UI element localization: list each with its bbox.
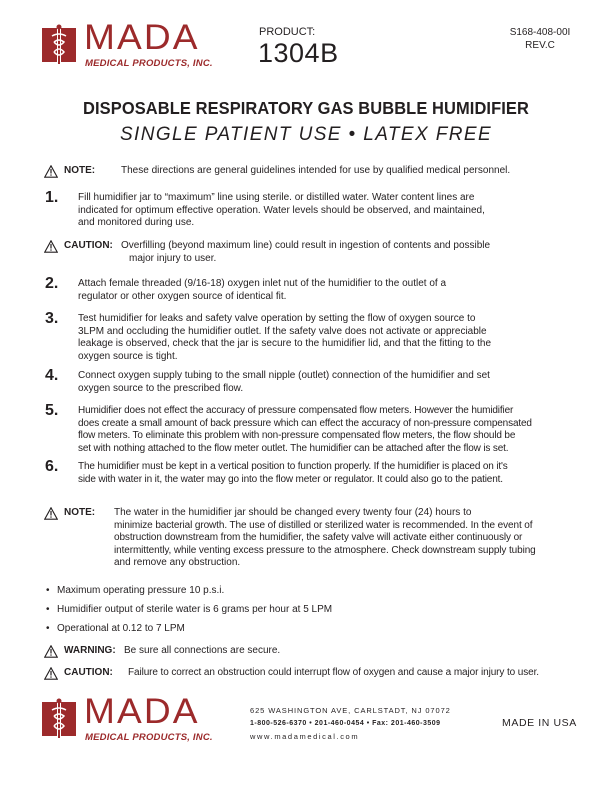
step-line: Fill humidifier jar to “maximum” line using sterile. or distilled water. Water content lines are bbox=[78, 192, 475, 203]
step-line: side with water in it, the water may go into the flow meter or regulator. It could also go to the patient. bbox=[78, 473, 503, 485]
caution-line: Overfilling (beyond maximum line) could result in ingestion of contents and possible bbox=[121, 240, 491, 251]
step-line: regulator or other oxygen source of identical fit. bbox=[78, 290, 287, 302]
brand-tagline: MEDICAL PRODUCTS, INC. bbox=[85, 732, 213, 743]
warning-connections bbox=[44, 645, 584, 659]
caution-label: CAUTION: bbox=[64, 240, 113, 251]
step-line: set with nothing attached to the flow meter outlet. The humidifier can be attached after the flow is set. bbox=[78, 442, 509, 454]
note-line: The water in the humidifier jar should be changed every twenty four (24) hours to bbox=[114, 507, 472, 518]
list-item: • Operational at 0.12 to 7 LPM bbox=[46, 623, 332, 642]
warning-triangle-icon bbox=[44, 667, 58, 680]
page-title: DISPOSABLE RESPIRATORY GAS BUBBLE HUMIDIFIER bbox=[83, 98, 529, 118]
note-general bbox=[44, 165, 584, 179]
company-logo bbox=[42, 18, 213, 74]
brand-name: MADA bbox=[84, 692, 200, 731]
caution-label: CAUTION: bbox=[64, 667, 113, 678]
note-label: NOTE: bbox=[64, 165, 96, 176]
caution-text: Failure to correct an obstruction could interrupt flow of oxygen and cause a major injury to user. bbox=[128, 667, 539, 678]
note-line: minimize bacterial growth. The use of distilled or sterilized water is recommended. In the event of bbox=[114, 519, 533, 531]
made-in-label: MADE IN USA bbox=[502, 717, 577, 729]
page-subtitle: SINGLE PATIENT USE • LATEX FREE bbox=[119, 124, 493, 145]
step-text bbox=[78, 370, 578, 395]
list-item: • Humidifier output of sterile water is 6 grams per hour at 5 LPM bbox=[46, 604, 332, 623]
note-water-change bbox=[44, 507, 584, 573]
note-text: These directions are general guidelines intended for use by qualified medical personnel. bbox=[121, 165, 511, 176]
step-line: does create a small amount of back pressure which can effect the accuracy of non-pressure compensated bbox=[78, 417, 532, 429]
caution-line: major injury to user. bbox=[129, 252, 217, 264]
step-line: indicated for optimum effective operation. Water levels should be observed, and maintained, bbox=[78, 204, 485, 216]
brand-tagline: MEDICAL PRODUCTS, INC. bbox=[85, 58, 213, 69]
note-line: and remove any obstruction. bbox=[114, 557, 241, 568]
warning-triangle-icon bbox=[44, 645, 58, 658]
note-text bbox=[114, 507, 584, 570]
step-line: flow meters. To eliminate this problem with non-pressure compensated flow meters, the flow should be bbox=[78, 430, 516, 441]
step-text bbox=[78, 461, 578, 486]
step-line: Attach female threaded (9/16-18) oxygen inlet nut of the humidifier to the outlet of a bbox=[78, 278, 447, 289]
step-text bbox=[78, 278, 578, 303]
step-line: The humidifier must be kept in a vertical position to function properly. If the humidifier is placed on it's bbox=[78, 461, 508, 472]
step-line: oxygen source is tight. bbox=[78, 350, 178, 362]
step-number: 3. bbox=[45, 310, 59, 327]
step-text bbox=[78, 405, 578, 455]
warning-triangle-icon bbox=[44, 507, 58, 520]
specs-list bbox=[46, 585, 332, 642]
footer-contact bbox=[250, 704, 451, 743]
list-item: • Maximum operating pressure 10 p.s.i. bbox=[46, 585, 332, 604]
caution-text bbox=[121, 240, 581, 265]
note-label: NOTE: bbox=[64, 507, 96, 518]
product-code: 1304B bbox=[258, 38, 339, 68]
step-number: 4. bbox=[45, 367, 59, 384]
footer-logo bbox=[42, 692, 213, 748]
document-number-block bbox=[500, 26, 580, 52]
document-number: S168-408-00I bbox=[509, 27, 571, 38]
step-line: and monitored during use. bbox=[78, 217, 195, 228]
step-number: 1. bbox=[45, 189, 59, 206]
product-label: PRODUCT: bbox=[259, 26, 316, 38]
warning-text: Be sure all connections are secure. bbox=[124, 645, 281, 656]
step-line: leakage is observed, check that the jar is secure to the humidifier lid, and that the fitting to the bbox=[78, 338, 492, 349]
step-text bbox=[78, 192, 578, 230]
warning-label: WARNING: bbox=[64, 645, 116, 656]
step-line: oxygen source to the prescribed flow. bbox=[78, 382, 244, 394]
step-line: Connect oxygen supply tubing to the small nipple (outlet) connection of the humidifier and set bbox=[78, 370, 490, 381]
warning-triangle-icon bbox=[44, 165, 58, 178]
caduceus-icon bbox=[42, 24, 76, 64]
step-line: Humidifier does not effect the accuracy of pressure compensated flow meters. However the humidifier bbox=[78, 405, 514, 416]
step-number: 6. bbox=[45, 458, 59, 475]
caduceus-icon bbox=[42, 698, 76, 738]
caution-obstruction bbox=[44, 667, 584, 681]
footer-address: 625 WASHINGTON AVE, CARLSTADT, NJ 07072 bbox=[250, 706, 451, 715]
document-revision: REV.C bbox=[525, 40, 555, 51]
note-line: intermittently, while venting excess pressure to the atmosphere. Check downstream supply tubing bbox=[114, 544, 536, 556]
step-line: Test humidifier for leaks and safety valve operation by setting the flow of oxygen source to bbox=[78, 313, 476, 324]
step-number: 2. bbox=[45, 275, 59, 292]
brand-name: MADA bbox=[84, 18, 200, 57]
step-text bbox=[78, 313, 578, 363]
footer-website[interactable]: www.madamedical.com bbox=[250, 732, 360, 741]
step-line: 3LPM and occluding the humidifier outlet. If the safety valve does not activate or appreciable bbox=[78, 325, 487, 337]
step-number: 5. bbox=[45, 402, 59, 419]
caution-overfilling bbox=[44, 240, 584, 268]
warning-triangle-icon bbox=[44, 240, 58, 253]
footer-phones: 1-800-526-6370 • 201-460-0454 • Fax: 201-460-3509 bbox=[250, 720, 441, 727]
note-line: obstruction downstream from the humidifier, the safety valve will activate either continuously or bbox=[114, 532, 523, 543]
